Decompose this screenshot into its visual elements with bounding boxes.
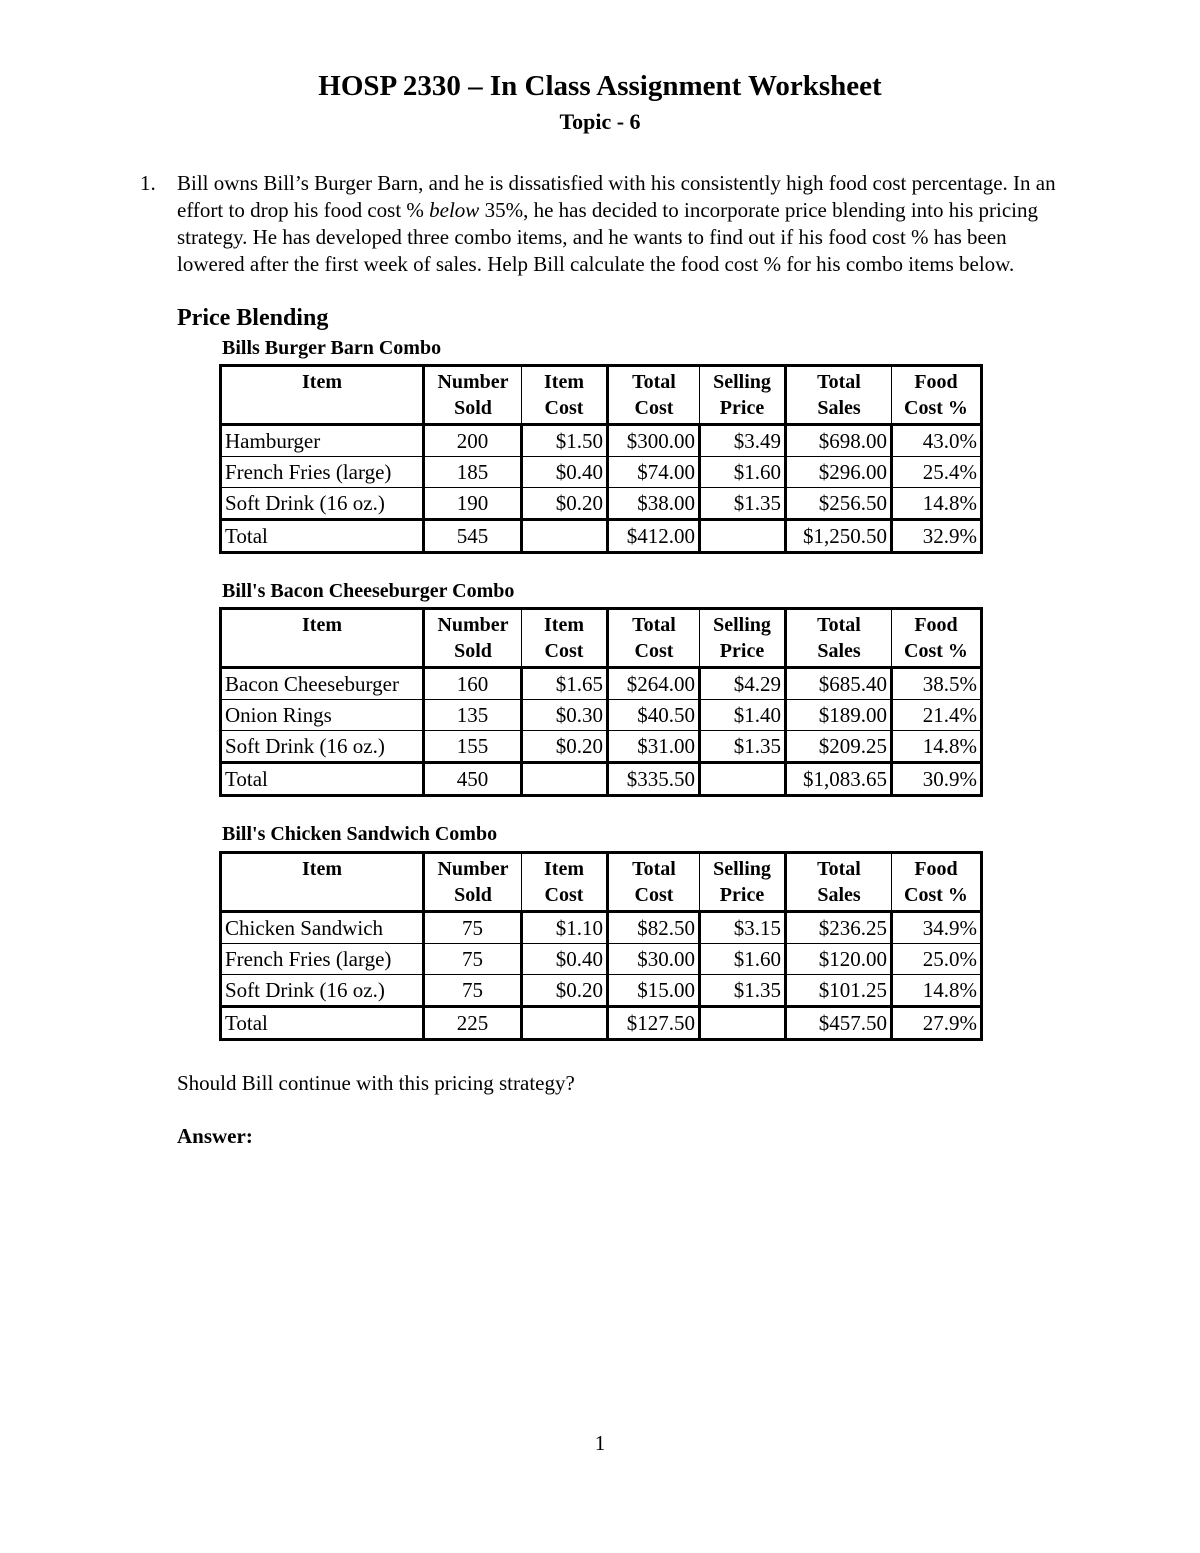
table-cell: Soft Drink (16 oz.) bbox=[221, 731, 424, 763]
column-header bbox=[424, 853, 522, 912]
column-header-line: Number bbox=[437, 858, 509, 880]
table-cell: $3.49 bbox=[700, 425, 786, 457]
column-header bbox=[221, 609, 424, 668]
table-cell: $120.00 bbox=[786, 944, 892, 975]
table-cell: $209.25 bbox=[786, 731, 892, 763]
table-cell: 14.8% bbox=[892, 975, 982, 1007]
page-number: 1 bbox=[594, 1431, 606, 1455]
table-cell: Onion Rings bbox=[221, 700, 424, 731]
table-cell bbox=[700, 520, 786, 553]
table-cell: $0.20 bbox=[522, 488, 608, 520]
table-cell: $1,250.50 bbox=[786, 520, 892, 553]
table-cell: 43.0% bbox=[892, 425, 982, 457]
column-header-line: Cost % bbox=[904, 397, 968, 419]
total-row bbox=[221, 520, 982, 553]
table-cell: $127.50 bbox=[608, 1007, 700, 1040]
column-header bbox=[424, 609, 522, 668]
question-emphasis: below bbox=[429, 198, 480, 222]
table-cell: $698.00 bbox=[786, 425, 892, 457]
table-cell: $1.35 bbox=[700, 488, 786, 520]
question-text-part: 35%, he has decided to incorporate price blending into his pricing strategy. He has developed three combo items, and he wants to find out if his food cost % has been lowered after the first week of sales. Help Bill calculate the food cost % for his combo items below. bbox=[177, 198, 1039, 276]
column-header-line: Food bbox=[914, 371, 958, 393]
column-header bbox=[786, 366, 892, 425]
column-header-line: Item bbox=[544, 614, 584, 636]
table-cell: $3.15 bbox=[700, 912, 786, 944]
column-header bbox=[700, 853, 786, 912]
question-number: 1. bbox=[140, 171, 156, 195]
column-header-line: Item bbox=[544, 371, 584, 393]
table-cell: $1.35 bbox=[700, 975, 786, 1007]
column-header-line: Total bbox=[632, 858, 676, 880]
table-title: Bill's Chicken Sandwich Combo bbox=[222, 823, 498, 845]
table-cell: 14.8% bbox=[892, 488, 982, 520]
table-cell: $1.35 bbox=[700, 731, 786, 763]
column-header-line: Item bbox=[302, 371, 342, 393]
table-cell: 200 bbox=[424, 425, 522, 457]
table-cell: French Fries (large) bbox=[221, 457, 424, 488]
column-header-line: Food bbox=[914, 614, 958, 636]
continue-question: Should Bill continue with this pricing strategy? bbox=[177, 1071, 575, 1095]
table-cell: $0.40 bbox=[522, 944, 608, 975]
table-cell: Soft Drink (16 oz.) bbox=[221, 975, 424, 1007]
table-cell: $1,083.65 bbox=[786, 763, 892, 796]
column-header-line: Selling bbox=[713, 371, 771, 393]
header-row bbox=[221, 853, 982, 912]
table-cell: 25.4% bbox=[892, 457, 982, 488]
column-header-line: Sold bbox=[454, 884, 492, 906]
table-cell: 27.9% bbox=[892, 1007, 982, 1040]
column-header bbox=[608, 853, 700, 912]
table-cell: $30.00 bbox=[608, 944, 700, 975]
column-header-line: Cost bbox=[634, 884, 674, 906]
column-header bbox=[221, 366, 424, 425]
table-cell: 32.9% bbox=[892, 520, 982, 553]
table-cell: $0.20 bbox=[522, 975, 608, 1007]
column-header-line: Item bbox=[544, 858, 584, 880]
table-cell: $1.40 bbox=[700, 700, 786, 731]
table-cell: French Fries (large) bbox=[221, 944, 424, 975]
column-header-line: Selling bbox=[713, 858, 771, 880]
table-cell bbox=[522, 763, 608, 796]
table-title: Bills Burger Barn Combo bbox=[222, 337, 442, 359]
column-header-line: Cost bbox=[544, 884, 584, 906]
table-cell: 75 bbox=[424, 944, 522, 975]
table-cell: $0.40 bbox=[522, 457, 608, 488]
table-cell: 190 bbox=[424, 488, 522, 520]
answer-label: Answer: bbox=[177, 1124, 253, 1148]
table-cell: $4.29 bbox=[700, 668, 786, 700]
column-header-line: Sales bbox=[817, 884, 861, 906]
total-row bbox=[221, 763, 982, 796]
table-row bbox=[221, 944, 982, 975]
column-header bbox=[786, 609, 892, 668]
column-header bbox=[608, 609, 700, 668]
table-cell: $300.00 bbox=[608, 425, 700, 457]
column-header-line: Cost % bbox=[904, 640, 968, 662]
column-header-line: Cost bbox=[634, 640, 674, 662]
table-cell: 185 bbox=[424, 457, 522, 488]
table-cell bbox=[700, 1007, 786, 1040]
table-cell: 75 bbox=[424, 912, 522, 944]
column-header-line: Price bbox=[719, 640, 765, 662]
table-cell: 450 bbox=[424, 763, 522, 796]
column-header bbox=[522, 609, 608, 668]
column-header-line: Sales bbox=[817, 640, 861, 662]
table-cell: $189.00 bbox=[786, 700, 892, 731]
column-header-line: Total bbox=[817, 858, 861, 880]
column-header-line: Selling bbox=[713, 614, 771, 636]
table-cell: Soft Drink (16 oz.) bbox=[221, 488, 424, 520]
table-row bbox=[221, 488, 982, 520]
table-cell: $1.60 bbox=[700, 457, 786, 488]
combo-table-burger bbox=[219, 364, 983, 554]
page-title: HOSP 2330 – In Class Assignment Worksheet bbox=[318, 70, 882, 102]
column-header-line: Total bbox=[632, 614, 676, 636]
column-header-line: Price bbox=[719, 884, 765, 906]
table-cell: $412.00 bbox=[608, 520, 700, 553]
table-cell: Hamburger bbox=[221, 425, 424, 457]
table-title: Bill's Bacon Cheeseburger Combo bbox=[222, 580, 515, 602]
column-header-line: Total bbox=[817, 614, 861, 636]
table-cell: $1.65 bbox=[522, 668, 608, 700]
column-header bbox=[892, 853, 982, 912]
table-row bbox=[221, 700, 982, 731]
table-cell: $74.00 bbox=[608, 457, 700, 488]
column-header bbox=[892, 609, 982, 668]
table-cell: $1.60 bbox=[700, 944, 786, 975]
table-cell: Chicken Sandwich bbox=[221, 912, 424, 944]
column-header-line: Total bbox=[817, 371, 861, 393]
table-cell: 34.9% bbox=[892, 912, 982, 944]
column-header-line: Price bbox=[719, 397, 765, 419]
table-cell: $296.00 bbox=[786, 457, 892, 488]
table-cell: $82.50 bbox=[608, 912, 700, 944]
table-cell: 21.4% bbox=[892, 700, 982, 731]
column-header bbox=[700, 609, 786, 668]
column-header-line: Sold bbox=[454, 640, 492, 662]
column-header-line: Sales bbox=[817, 397, 861, 419]
column-header bbox=[221, 853, 424, 912]
column-header bbox=[700, 366, 786, 425]
table-row bbox=[221, 975, 982, 1007]
column-header-line: Cost bbox=[544, 397, 584, 419]
table-cell: 225 bbox=[424, 1007, 522, 1040]
table-cell: Bacon Cheeseburger bbox=[221, 668, 424, 700]
total-row bbox=[221, 1007, 982, 1040]
table-row bbox=[221, 425, 982, 457]
table-cell: $236.25 bbox=[786, 912, 892, 944]
table-row bbox=[221, 457, 982, 488]
table-cell: $685.40 bbox=[786, 668, 892, 700]
table-row bbox=[221, 912, 982, 944]
table-cell bbox=[700, 763, 786, 796]
column-header-line: Food bbox=[914, 858, 958, 880]
column-header bbox=[786, 853, 892, 912]
table-cell: 160 bbox=[424, 668, 522, 700]
column-header-line: Item bbox=[302, 614, 342, 636]
table-cell: $0.20 bbox=[522, 731, 608, 763]
question-text-part: Bill owns Bill’s Burger Barn, and he is dissatisfied with his consistently high food cost percentage. In an effort to drop his food cost % bbox=[177, 171, 1056, 222]
table-cell: $31.00 bbox=[608, 731, 700, 763]
header-row bbox=[221, 366, 982, 425]
column-header bbox=[522, 366, 608, 425]
section-heading: Price Blending bbox=[177, 305, 329, 331]
table-cell: $335.50 bbox=[608, 763, 700, 796]
table-cell: $40.50 bbox=[608, 700, 700, 731]
column-header-line: Total bbox=[632, 371, 676, 393]
table-cell: 75 bbox=[424, 975, 522, 1007]
column-header bbox=[424, 366, 522, 425]
combo-table-bacon-cheeseburger bbox=[219, 607, 983, 797]
column-header-line: Sold bbox=[454, 397, 492, 419]
page-subtitle: Topic - 6 bbox=[559, 109, 641, 134]
column-header bbox=[522, 853, 608, 912]
table-cell: $15.00 bbox=[608, 975, 700, 1007]
column-header-line: Number bbox=[437, 614, 509, 636]
column-header-line: Cost % bbox=[904, 884, 968, 906]
question-text bbox=[177, 170, 1057, 278]
table-cell: 135 bbox=[424, 700, 522, 731]
table-cell: Total bbox=[221, 1007, 424, 1040]
table-cell: $0.30 bbox=[522, 700, 608, 731]
header-row bbox=[221, 609, 982, 668]
column-header-line: Cost bbox=[544, 640, 584, 662]
table-row bbox=[221, 668, 982, 700]
column-header-line: Cost bbox=[634, 397, 674, 419]
column-header bbox=[892, 366, 982, 425]
table-cell: $264.00 bbox=[608, 668, 700, 700]
column-header-line: Number bbox=[437, 371, 509, 393]
table-row bbox=[221, 731, 982, 763]
combo-table-chicken-sandwich bbox=[219, 851, 983, 1041]
table-cell bbox=[522, 1007, 608, 1040]
table-cell: 30.9% bbox=[892, 763, 982, 796]
column-header bbox=[608, 366, 700, 425]
table-cell: $1.50 bbox=[522, 425, 608, 457]
table-cell: 38.5% bbox=[892, 668, 982, 700]
table-cell: Total bbox=[221, 763, 424, 796]
table-cell bbox=[522, 520, 608, 553]
table-cell: $1.10 bbox=[522, 912, 608, 944]
table-cell: $101.25 bbox=[786, 975, 892, 1007]
table-cell: Total bbox=[221, 520, 424, 553]
table-cell: 14.8% bbox=[892, 731, 982, 763]
table-cell: $38.00 bbox=[608, 488, 700, 520]
table-cell: $256.50 bbox=[786, 488, 892, 520]
table-cell: $457.50 bbox=[786, 1007, 892, 1040]
table-cell: 25.0% bbox=[892, 944, 982, 975]
table-cell: 545 bbox=[424, 520, 522, 553]
column-header-line: Item bbox=[302, 858, 342, 880]
table-cell: 155 bbox=[424, 731, 522, 763]
